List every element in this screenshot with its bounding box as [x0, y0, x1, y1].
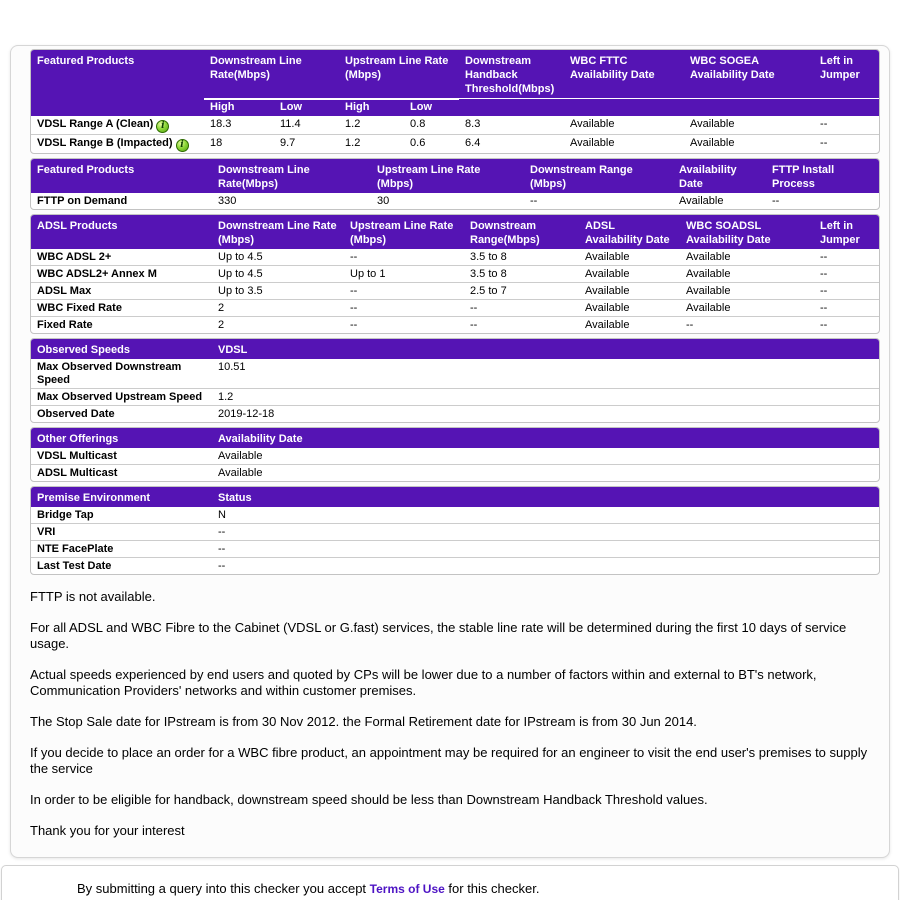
column-header-wbc-sogea: WBC SOGEA Availability Date [684, 50, 814, 99]
cell: 10.51 [212, 359, 879, 389]
row-label: Observed Date [37, 407, 115, 420]
column-header-adsl-products: ADSL Products [31, 215, 212, 249]
row-label: VRI [31, 523, 212, 540]
cell: Up to 1 [344, 265, 464, 282]
table-header-row [31, 339, 879, 359]
note-stable-line-rate: For all ADSL and WBC Fibre to the Cabinet (VDSL or G.fast) services, the stable line rate will be determined during the first 10 days of service usage. [30, 619, 847, 651]
column-header-upstream-line-rate: Upstream Line Rate (Mbps) [344, 215, 464, 249]
table-header-row [31, 159, 879, 193]
table-row [31, 540, 879, 557]
table-header-row [31, 50, 879, 99]
product-name: WBC Fixed Rate [31, 299, 212, 316]
cell: Available [585, 318, 630, 331]
cell: Available [684, 116, 814, 135]
cell: -- [470, 318, 478, 331]
table-header-row [31, 428, 879, 448]
cell: -- [814, 282, 879, 299]
row-label: Max Observed Upstream Speed [31, 388, 212, 405]
product-name: FTTP on Demand [37, 194, 128, 207]
cell: 1.2 [345, 136, 361, 149]
table-row [31, 359, 879, 389]
results-panel [10, 45, 890, 858]
cell: Available [218, 466, 263, 479]
premise-environment-card [30, 486, 880, 575]
table-row [31, 316, 879, 333]
cell: 9.7 [280, 136, 296, 149]
cell: 2.5 to 7 [464, 282, 579, 299]
column-header-handback-threshold: Downstream Handback Threshold(Mbps) [459, 50, 564, 99]
note-actual-speeds: Actual speeds experienced by end users and quoted by CPs will be lower due to a number of factors within and external to BT's network, Communication Providers' networks and within customer premises. [30, 666, 817, 698]
info-glyph: i [180, 139, 184, 150]
cell: 11.4 [274, 116, 339, 135]
featured-products-vdsl-table [31, 50, 879, 153]
product-name: VDSL Range A (Clean) [37, 117, 154, 130]
cell: Up to 4.5 [212, 249, 344, 266]
subheader-high: High [339, 99, 404, 116]
cell: -- [344, 282, 464, 299]
column-header-downstream-range: Downstream Range(Mbps) [464, 215, 579, 249]
note-fttp-availability: FTTP is not available. [30, 588, 156, 604]
column-header-downstream-line-rate: Downstream Line Rate(Mbps) [212, 159, 371, 193]
table-row [31, 388, 879, 405]
cell: Available [579, 249, 680, 266]
cell: Available [564, 116, 684, 135]
cell: -- [464, 299, 579, 316]
table-row [31, 405, 879, 422]
product-name: WBC ADSL2+ Annex M [31, 265, 212, 282]
featured-products-fttp-table [31, 159, 879, 209]
table-row [31, 265, 879, 282]
cell: -- [350, 318, 358, 331]
other-offerings-card [30, 427, 880, 482]
column-header-wbc-fttc: WBC FTTC Availability Date [564, 50, 684, 99]
cell: 30 [377, 194, 390, 207]
column-header-upstream-line-rate: Upstream Line Rate (Mbps) [339, 50, 459, 99]
column-header-status: Status [212, 487, 879, 507]
featured-products-vdsl-card [30, 49, 880, 154]
subheader-low: Low [404, 99, 459, 116]
column-header-left-in-jumper: Left in Jumper [814, 50, 879, 99]
row-label: NTE FacePlate [31, 540, 212, 557]
cell: 6.4 [465, 136, 481, 149]
table-row [31, 193, 879, 209]
note-thank-you: Thank you for your interest [30, 822, 185, 838]
product-name: VDSL Range B (Impacted) [37, 136, 173, 149]
column-header-downstream-line-rate: Downstream Line Rate(Mbps) [204, 50, 339, 99]
row-label: Last Test Date [37, 559, 112, 572]
featured-products-fttp-card [30, 158, 880, 210]
cell: Up to 4.5 [212, 265, 344, 282]
terms-of-use-link[interactable]: Terms of Use [369, 881, 445, 896]
premise-environment-table [31, 487, 879, 574]
cell: 1.2 [339, 116, 404, 135]
cell: 2019-12-18 [218, 407, 275, 420]
column-header-vdsl: VDSL [212, 339, 879, 359]
cell: -- [344, 249, 464, 266]
cell: Up to 3.5 [212, 282, 344, 299]
cell: 3.5 to 8 [464, 249, 579, 266]
column-header-availability-date: Availability Date [212, 428, 879, 448]
table-row [31, 249, 879, 266]
cell: 1.2 [212, 388, 879, 405]
cell: -- [530, 194, 538, 207]
footer-text-prefix: By submitting a query into this checker you accept [77, 880, 370, 896]
cell: -- [814, 116, 879, 135]
cell: 0.8 [404, 116, 459, 135]
note-engineer-appointment: If you decide to place an order for a WBC fibre product, an appointment may be required for an engineer to visit the end user's premises to supply the service [30, 744, 868, 776]
table-header-row [31, 487, 879, 507]
subheader-empty [684, 99, 814, 116]
cell: N [212, 507, 879, 524]
product-name: Fixed Rate [37, 318, 93, 331]
cell: Available [690, 136, 735, 149]
column-header-other-offerings: Other Offerings [31, 428, 212, 448]
column-header-adsl-availability-date: ADSL Availability Date [579, 215, 680, 249]
product-name: WBC ADSL 2+ [31, 249, 212, 266]
product-name-cell [31, 134, 204, 153]
cell: -- [344, 299, 464, 316]
cell: Available [679, 194, 724, 207]
other-offerings-table [31, 428, 879, 481]
column-header-upstream-line-rate: Upstream Line Rate (Mbps) [371, 159, 524, 193]
cell: 330 [218, 194, 237, 207]
cell: 0.6 [410, 136, 426, 149]
product-name: ADSL Max [31, 282, 212, 299]
subheader-empty [459, 99, 564, 116]
cell: Available [680, 265, 814, 282]
subheader-empty [814, 99, 879, 116]
notes-section [30, 589, 882, 839]
observed-speeds-card [30, 338, 880, 423]
subheader-low: Low [274, 99, 339, 116]
note-stop-sale: The Stop Sale date for IPstream is from 30 Nov 2012. the Formal Retirement date for IPstream is from 30 Jun 2014. [30, 713, 697, 729]
cell: Available [680, 299, 814, 316]
table-row [31, 557, 879, 574]
table-row [31, 507, 879, 524]
column-header-left-in-jumper: Left in Jumper [814, 215, 879, 249]
cell: -- [212, 523, 879, 540]
cell: Available [570, 136, 615, 149]
column-header-downstream-line-rate: Downstream Line Rate (Mbps) [212, 215, 344, 249]
cell: -- [212, 540, 879, 557]
product-name-cell [31, 116, 204, 135]
subheader-high: High [204, 99, 274, 116]
table-row [31, 464, 879, 481]
adsl-products-table [31, 215, 879, 333]
cell: Available [579, 282, 680, 299]
cell: Available [579, 299, 680, 316]
cell: Available [212, 448, 879, 465]
table-row [31, 134, 879, 153]
cell: -- [686, 318, 694, 331]
column-header-availability-date: Availability Date [673, 159, 766, 193]
column-header-fttp-install-process: FTTP Install Process [766, 159, 879, 193]
row-label: Bridge Tap [31, 507, 212, 524]
info-icon[interactable] [176, 139, 189, 152]
footer-panel [1, 865, 899, 900]
cell: -- [820, 136, 828, 149]
note-handback-eligibility: In order to be eligible for handback, downstream speed should be less than Downstream Handback Threshold values. [30, 791, 708, 807]
table-row [31, 523, 879, 540]
info-glyph: i [161, 120, 165, 131]
cell: Available [680, 249, 814, 266]
cell: -- [772, 194, 780, 207]
column-header-observed-speeds: Observed Speeds [31, 339, 212, 359]
table-row [31, 116, 879, 135]
subheader-empty [564, 99, 684, 116]
cell: -- [218, 559, 226, 572]
column-header-downstream-range: Downstream Range (Mbps) [524, 159, 673, 193]
cell: -- [814, 249, 879, 266]
row-label: ADSL Multicast [37, 466, 118, 479]
column-header-featured-products: Featured Products [31, 50, 204, 116]
cell: -- [820, 318, 828, 331]
table-row [31, 448, 879, 465]
observed-speeds-table [31, 339, 879, 422]
adsl-products-card [30, 214, 880, 334]
cell: 2 [212, 299, 344, 316]
cell: 2 [218, 318, 225, 331]
cell: Available [680, 282, 814, 299]
cell: -- [814, 265, 879, 282]
cell: 18.3 [204, 116, 274, 135]
info-icon[interactable] [156, 120, 169, 133]
column-header-premise-environment: Premise Environment [31, 487, 212, 507]
cell: Available [579, 265, 680, 282]
table-header-row [31, 215, 879, 249]
row-label: VDSL Multicast [31, 448, 212, 465]
table-row [31, 282, 879, 299]
footer-text-suffix: for this checker. [444, 880, 540, 896]
row-label: Max Observed Downstream Speed [31, 359, 212, 389]
cell: -- [814, 299, 879, 316]
column-header-wbc-soadsl: WBC SOADSL Availability Date [680, 215, 814, 249]
cell: 3.5 to 8 [464, 265, 579, 282]
cell: 8.3 [459, 116, 564, 135]
column-header-featured-products: Featured Products [31, 159, 212, 193]
cell: 18 [210, 136, 223, 149]
table-row [31, 299, 879, 316]
